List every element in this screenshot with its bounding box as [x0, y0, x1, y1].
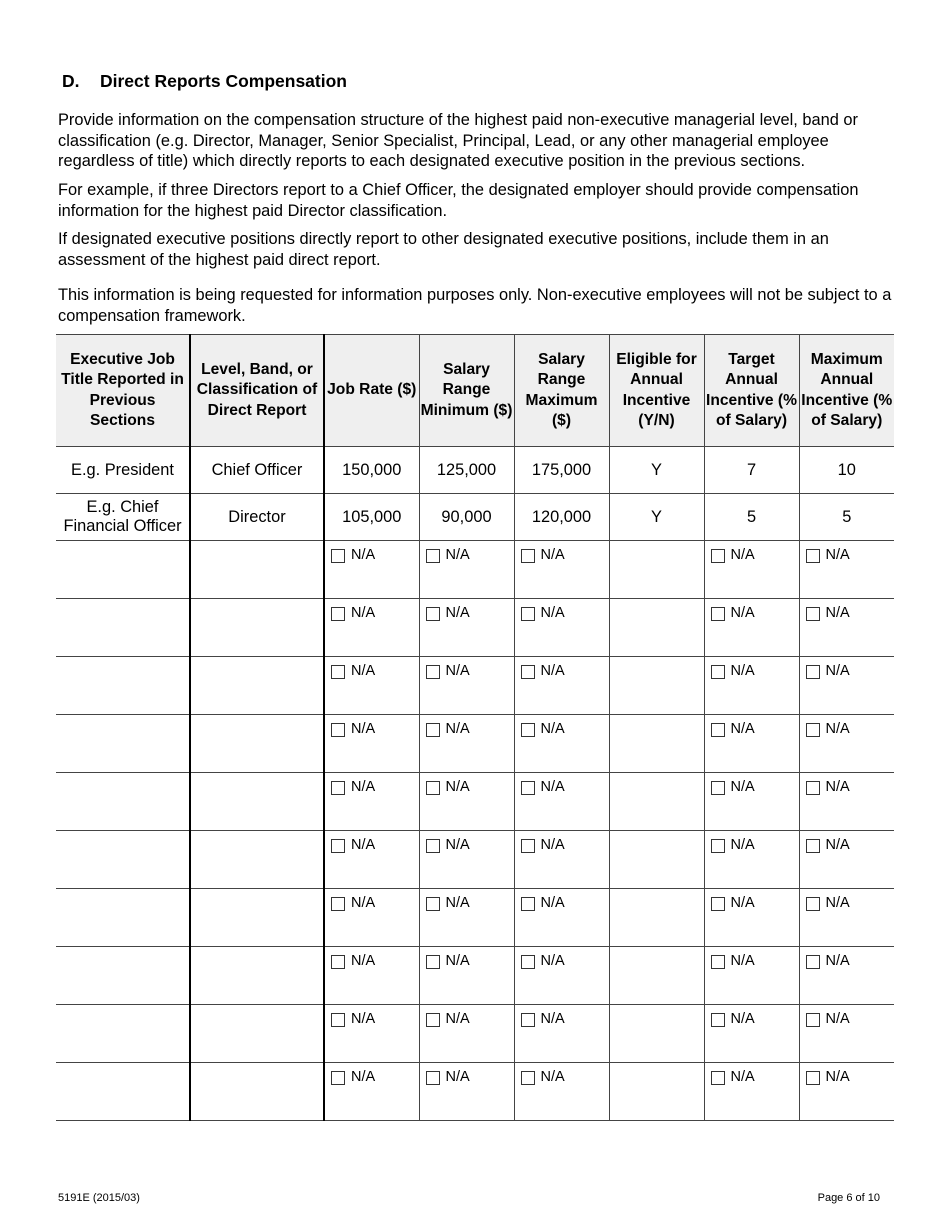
compensation-table — [56, 334, 894, 1121]
na-label: N/A — [825, 720, 850, 737]
max-incentive-cell[interactable] — [799, 599, 894, 657]
na-checkbox[interactable] — [806, 897, 820, 911]
na-option[interactable] — [806, 1068, 895, 1085]
na-label: N/A — [540, 662, 565, 679]
salary-min-cell[interactable] — [419, 599, 514, 657]
na-option[interactable] — [711, 1068, 799, 1085]
target-incentive-cell[interactable] — [704, 773, 799, 831]
na-label: N/A — [730, 546, 755, 563]
na-checkbox[interactable] — [711, 1013, 725, 1027]
na-checkbox[interactable] — [521, 665, 535, 679]
na-option[interactable] — [711, 1010, 799, 1027]
na-option[interactable] — [806, 662, 895, 679]
eligible-incentive-field[interactable] — [609, 599, 704, 657]
na-checkbox[interactable] — [806, 839, 820, 853]
example-cell: E.g. Chief Financial Officer — [56, 494, 190, 541]
eligible-incentive-field[interactable] — [609, 831, 704, 889]
na-label: N/A — [445, 836, 470, 853]
salary-min-cell[interactable] — [419, 831, 514, 889]
na-option[interactable] — [426, 720, 514, 737]
example-cell: 105,000 — [324, 494, 419, 541]
example-cell: 5 — [704, 494, 799, 541]
na-option[interactable] — [711, 894, 799, 911]
na-label: N/A — [540, 894, 565, 911]
na-checkbox[interactable] — [426, 607, 440, 621]
salary-max-cell[interactable] — [514, 657, 609, 715]
na-option[interactable] — [331, 662, 419, 679]
na-label: N/A — [351, 1010, 376, 1027]
na-label: N/A — [825, 1010, 850, 1027]
na-label: N/A — [825, 836, 850, 853]
max-incentive-cell[interactable] — [799, 1005, 894, 1063]
na-option[interactable] — [806, 720, 895, 737]
eligible-incentive-field[interactable] — [609, 715, 704, 773]
na-label: N/A — [351, 836, 376, 853]
executive-job-title-field[interactable] — [56, 947, 190, 1005]
na-checkbox[interactable] — [806, 549, 820, 563]
assessment-paragraph: If designated executive positions directly report to other designated executive positions, include them in an assessment of the highest paid direct report. — [58, 230, 829, 269]
na-option[interactable] — [711, 952, 799, 969]
na-option[interactable] — [806, 778, 895, 795]
na-option[interactable] — [331, 952, 419, 969]
na-label: N/A — [730, 1010, 755, 1027]
job-rate-cell[interactable] — [324, 1005, 419, 1063]
entry-row — [56, 541, 894, 599]
target-incentive-cell[interactable] — [704, 947, 799, 1005]
na-checkbox[interactable] — [426, 665, 440, 679]
na-checkbox[interactable] — [331, 1013, 345, 1027]
na-option[interactable] — [711, 662, 799, 679]
na-label: N/A — [445, 778, 470, 795]
executive-job-title-field[interactable] — [56, 831, 190, 889]
eligible-incentive-field[interactable] — [609, 1063, 704, 1121]
job-rate-cell[interactable] — [324, 599, 419, 657]
na-option[interactable] — [806, 836, 895, 853]
na-option[interactable] — [521, 894, 609, 911]
na-label: N/A — [445, 546, 470, 563]
target-incentive-cell[interactable] — [704, 541, 799, 599]
na-checkbox[interactable] — [426, 723, 440, 737]
na-option[interactable] — [331, 1068, 419, 1085]
na-checkbox[interactable] — [521, 723, 535, 737]
target-incentive-cell[interactable] — [704, 1005, 799, 1063]
na-label: N/A — [825, 778, 850, 795]
na-option[interactable] — [521, 662, 609, 679]
entry-row — [56, 831, 894, 889]
section-title: Direct Reports Compensation — [100, 71, 347, 91]
na-label: N/A — [445, 604, 470, 621]
na-label: N/A — [825, 894, 850, 911]
job-rate-cell[interactable] — [324, 1063, 419, 1121]
table-header-row — [56, 335, 894, 447]
na-checkbox[interactable] — [521, 549, 535, 563]
na-option[interactable] — [426, 662, 514, 679]
na-checkbox[interactable] — [521, 1071, 535, 1085]
na-label: N/A — [730, 1068, 755, 1085]
entry-row — [56, 1005, 894, 1063]
na-label: N/A — [540, 1010, 565, 1027]
salary-max-cell[interactable] — [514, 773, 609, 831]
na-checkbox[interactable] — [806, 1071, 820, 1085]
na-checkbox[interactable] — [331, 607, 345, 621]
example-cell: E.g. President — [56, 447, 190, 494]
na-checkbox[interactable] — [426, 549, 440, 563]
example-cell: 120,000 — [514, 494, 609, 541]
na-checkbox[interactable] — [711, 549, 725, 563]
example-cell: 10 — [799, 447, 894, 494]
na-checkbox[interactable] — [426, 1013, 440, 1027]
header-job-rate: Job Rate ($) — [324, 335, 419, 447]
example-cell: 125,000 — [419, 447, 514, 494]
na-option[interactable] — [331, 778, 419, 795]
na-label: N/A — [351, 1068, 376, 1085]
max-incentive-cell[interactable] — [799, 773, 894, 831]
example-cell: 150,000 — [324, 447, 419, 494]
na-checkbox[interactable] — [331, 839, 345, 853]
na-checkbox[interactable] — [331, 955, 345, 969]
na-label: N/A — [825, 546, 850, 563]
na-checkbox[interactable] — [521, 607, 535, 621]
level-band-field[interactable] — [190, 715, 324, 773]
entry-row — [56, 657, 894, 715]
target-incentive-cell[interactable] — [704, 1063, 799, 1121]
salary-min-cell[interactable] — [419, 541, 514, 599]
example-paragraph: For example, if three Directors report to a Chief Officer, the designated employer should provide compensation information for the highest paid Director classification. — [58, 181, 859, 220]
target-incentive-cell[interactable] — [704, 599, 799, 657]
na-option[interactable] — [711, 836, 799, 853]
na-option[interactable] — [331, 604, 419, 621]
header-eligible-annual-incentive: Eligible for Annual Incentive (Y/N) — [609, 335, 704, 447]
salary-max-cell[interactable] — [514, 947, 609, 1005]
level-band-field[interactable] — [190, 657, 324, 715]
executive-job-title-field[interactable] — [56, 1005, 190, 1063]
na-option[interactable] — [806, 604, 895, 621]
na-checkbox[interactable] — [711, 723, 725, 737]
na-label: N/A — [825, 1068, 850, 1085]
header-maximum-annual-incentive: Maximum Annual Incentive (% of Salary) — [799, 335, 894, 447]
eligible-incentive-field[interactable] — [609, 541, 704, 599]
na-option[interactable] — [426, 778, 514, 795]
salary-min-cell[interactable] — [419, 889, 514, 947]
max-incentive-cell[interactable] — [799, 657, 894, 715]
na-option[interactable] — [521, 1010, 609, 1027]
executive-job-title-field[interactable] — [56, 773, 190, 831]
page-number: Page 6 of 10 — [817, 1192, 880, 1204]
na-checkbox[interactable] — [426, 897, 440, 911]
na-option[interactable] — [521, 952, 609, 969]
na-label: N/A — [730, 778, 755, 795]
na-label: N/A — [445, 952, 470, 969]
na-option[interactable] — [521, 836, 609, 853]
na-label: N/A — [445, 894, 470, 911]
salary-min-cell[interactable] — [419, 657, 514, 715]
na-label: N/A — [445, 662, 470, 679]
na-label: N/A — [445, 720, 470, 737]
na-checkbox[interactable] — [806, 723, 820, 737]
salary-max-cell[interactable] — [514, 1005, 609, 1063]
entry-row — [56, 599, 894, 657]
salary-max-cell[interactable] — [514, 831, 609, 889]
na-checkbox[interactable] — [806, 1013, 820, 1027]
na-label: N/A — [825, 662, 850, 679]
target-incentive-cell[interactable] — [704, 889, 799, 947]
executive-job-title-field[interactable] — [56, 599, 190, 657]
na-option[interactable] — [711, 720, 799, 737]
na-checkbox[interactable] — [426, 955, 440, 969]
na-option[interactable] — [331, 1010, 419, 1027]
target-incentive-cell[interactable] — [704, 715, 799, 773]
na-checkbox[interactable] — [711, 955, 725, 969]
level-band-field[interactable] — [190, 541, 324, 599]
na-checkbox[interactable] — [331, 1071, 345, 1085]
executive-job-title-field[interactable] — [56, 1063, 190, 1121]
eligible-incentive-field[interactable] — [609, 1005, 704, 1063]
na-checkbox[interactable] — [331, 549, 345, 563]
na-checkbox[interactable] — [426, 781, 440, 795]
level-band-field[interactable] — [190, 889, 324, 947]
na-option[interactable] — [806, 1010, 895, 1027]
job-rate-cell[interactable] — [324, 889, 419, 947]
executive-job-title-field[interactable] — [56, 657, 190, 715]
level-band-field[interactable] — [190, 599, 324, 657]
na-label: N/A — [445, 1068, 470, 1085]
eligible-incentive-field[interactable] — [609, 657, 704, 715]
eligible-incentive-field[interactable] — [609, 889, 704, 947]
entry-row — [56, 889, 894, 947]
example-cell: Y — [609, 447, 704, 494]
salary-min-cell[interactable] — [419, 1005, 514, 1063]
na-label: N/A — [730, 836, 755, 853]
na-option[interactable] — [426, 1010, 514, 1027]
na-option[interactable] — [426, 836, 514, 853]
na-option[interactable] — [331, 546, 419, 563]
form-id: 5191E (2015/03) — [58, 1192, 140, 1204]
level-band-field[interactable] — [190, 1063, 324, 1121]
na-option[interactable] — [521, 546, 609, 563]
header-level-band-classification: Level, Band, or Classification of Direct Report — [190, 335, 324, 447]
entry-row — [56, 773, 894, 831]
executive-job-title-field[interactable] — [56, 715, 190, 773]
salary-max-cell[interactable] — [514, 599, 609, 657]
max-incentive-cell[interactable] — [799, 1063, 894, 1121]
max-incentive-cell[interactable] — [799, 947, 894, 1005]
executive-job-title-field[interactable] — [56, 541, 190, 599]
na-checkbox[interactable] — [711, 1071, 725, 1085]
eligible-incentive-field[interactable] — [609, 773, 704, 831]
na-checkbox[interactable] — [711, 607, 725, 621]
level-band-field[interactable] — [190, 773, 324, 831]
na-option[interactable] — [426, 894, 514, 911]
na-label: N/A — [540, 1068, 565, 1085]
section-heading — [62, 71, 347, 92]
instruction-paragraph: Provide information on the compensation structure of the highest paid non-executive managerial level, band or classification (e.g. Director, Manager, Senior Specialist, Principal, Lead, or any other managerial employee regardless of title) which directly reports to each designated executive position in the previous sections. — [58, 111, 858, 170]
na-checkbox[interactable] — [711, 897, 725, 911]
na-label: N/A — [351, 546, 376, 563]
job-rate-cell[interactable] — [324, 541, 419, 599]
na-option[interactable] — [521, 1068, 609, 1085]
job-rate-cell[interactable] — [324, 947, 419, 1005]
na-checkbox[interactable] — [806, 665, 820, 679]
na-label: N/A — [730, 604, 755, 621]
job-rate-cell[interactable] — [324, 657, 419, 715]
na-option[interactable] — [331, 894, 419, 911]
example-cell: 90,000 — [419, 494, 514, 541]
na-option[interactable] — [521, 604, 609, 621]
salary-min-cell[interactable] — [419, 715, 514, 773]
na-label: N/A — [730, 894, 755, 911]
example-cell: 175,000 — [514, 447, 609, 494]
na-option[interactable] — [711, 778, 799, 795]
entry-row — [56, 715, 894, 773]
na-label: N/A — [351, 894, 376, 911]
header-salary-range-minimum: Salary Range Minimum ($) — [419, 335, 514, 447]
na-option[interactable] — [426, 1068, 514, 1085]
na-checkbox[interactable] — [806, 781, 820, 795]
target-incentive-cell[interactable] — [704, 831, 799, 889]
na-checkbox[interactable] — [711, 839, 725, 853]
purpose-paragraph: This information is being requested for information purposes only. Non-executive employees will not be subject to a compensation framework. — [58, 286, 892, 325]
na-label: N/A — [540, 836, 565, 853]
na-option[interactable] — [711, 604, 799, 621]
na-checkbox[interactable] — [426, 1071, 440, 1085]
na-checkbox[interactable] — [711, 665, 725, 679]
na-label: N/A — [351, 662, 376, 679]
na-checkbox[interactable] — [521, 1013, 535, 1027]
na-label: N/A — [351, 604, 376, 621]
job-rate-cell[interactable] — [324, 831, 419, 889]
na-checkbox[interactable] — [521, 839, 535, 853]
na-checkbox[interactable] — [711, 781, 725, 795]
eligible-incentive-field[interactable] — [609, 947, 704, 1005]
na-option[interactable] — [521, 720, 609, 737]
salary-min-cell[interactable] — [419, 947, 514, 1005]
na-option[interactable] — [426, 604, 514, 621]
salary-min-cell[interactable] — [419, 1063, 514, 1121]
na-checkbox[interactable] — [521, 897, 535, 911]
na-checkbox[interactable] — [521, 781, 535, 795]
na-checkbox[interactable] — [521, 955, 535, 969]
na-option[interactable] — [331, 836, 419, 853]
na-option[interactable] — [711, 546, 799, 563]
na-label: N/A — [730, 662, 755, 679]
na-checkbox[interactable] — [806, 607, 820, 621]
na-label: N/A — [825, 604, 850, 621]
example-row — [56, 447, 894, 494]
max-incentive-cell[interactable] — [799, 831, 894, 889]
na-label: N/A — [540, 604, 565, 621]
target-incentive-cell[interactable] — [704, 657, 799, 715]
na-checkbox[interactable] — [331, 665, 345, 679]
na-option[interactable] — [331, 720, 419, 737]
na-label: N/A — [351, 720, 376, 737]
na-option[interactable] — [521, 778, 609, 795]
level-band-field[interactable] — [190, 1005, 324, 1063]
salary-max-cell[interactable] — [514, 1063, 609, 1121]
na-option[interactable] — [426, 546, 514, 563]
example-cell: Chief Officer — [190, 447, 324, 494]
example-cell: Y — [609, 494, 704, 541]
max-incentive-cell[interactable] — [799, 889, 894, 947]
na-label: N/A — [540, 546, 565, 563]
salary-max-cell[interactable] — [514, 715, 609, 773]
max-incentive-cell[interactable] — [799, 541, 894, 599]
salary-max-cell[interactable] — [514, 541, 609, 599]
max-incentive-cell[interactable] — [799, 715, 894, 773]
na-checkbox[interactable] — [426, 839, 440, 853]
example-row — [56, 494, 894, 541]
na-label: N/A — [351, 952, 376, 969]
na-option[interactable] — [426, 952, 514, 969]
header-salary-range-maximum: Salary Range Maximum ($) — [514, 335, 609, 447]
example-cell: 7 — [704, 447, 799, 494]
na-checkbox[interactable] — [331, 897, 345, 911]
na-label: N/A — [540, 720, 565, 737]
header-executive-job-title: Executive Job Title Reported in Previous Sections — [56, 335, 190, 447]
na-option[interactable] — [806, 952, 895, 969]
na-label: N/A — [825, 952, 850, 969]
level-band-field[interactable] — [190, 831, 324, 889]
na-label: N/A — [730, 952, 755, 969]
job-rate-cell[interactable] — [324, 715, 419, 773]
example-cell: 5 — [799, 494, 894, 541]
na-label: N/A — [540, 778, 565, 795]
na-checkbox[interactable] — [331, 781, 345, 795]
level-band-field[interactable] — [190, 947, 324, 1005]
section-letter: D. — [62, 71, 80, 91]
na-label: N/A — [730, 720, 755, 737]
na-option[interactable] — [806, 546, 895, 563]
entry-row — [56, 1063, 894, 1121]
header-target-annual-incentive: Target Annual Incentive (% of Salary) — [704, 335, 799, 447]
na-checkbox[interactable] — [806, 955, 820, 969]
na-checkbox[interactable] — [331, 723, 345, 737]
job-rate-cell[interactable] — [324, 773, 419, 831]
entry-row — [56, 947, 894, 1005]
na-label: N/A — [445, 1010, 470, 1027]
salary-min-cell[interactable] — [419, 773, 514, 831]
example-cell: Director — [190, 494, 324, 541]
na-option[interactable] — [806, 894, 895, 911]
na-label: N/A — [540, 952, 565, 969]
executive-job-title-field[interactable] — [56, 889, 190, 947]
na-label: N/A — [351, 778, 376, 795]
salary-max-cell[interactable] — [514, 889, 609, 947]
